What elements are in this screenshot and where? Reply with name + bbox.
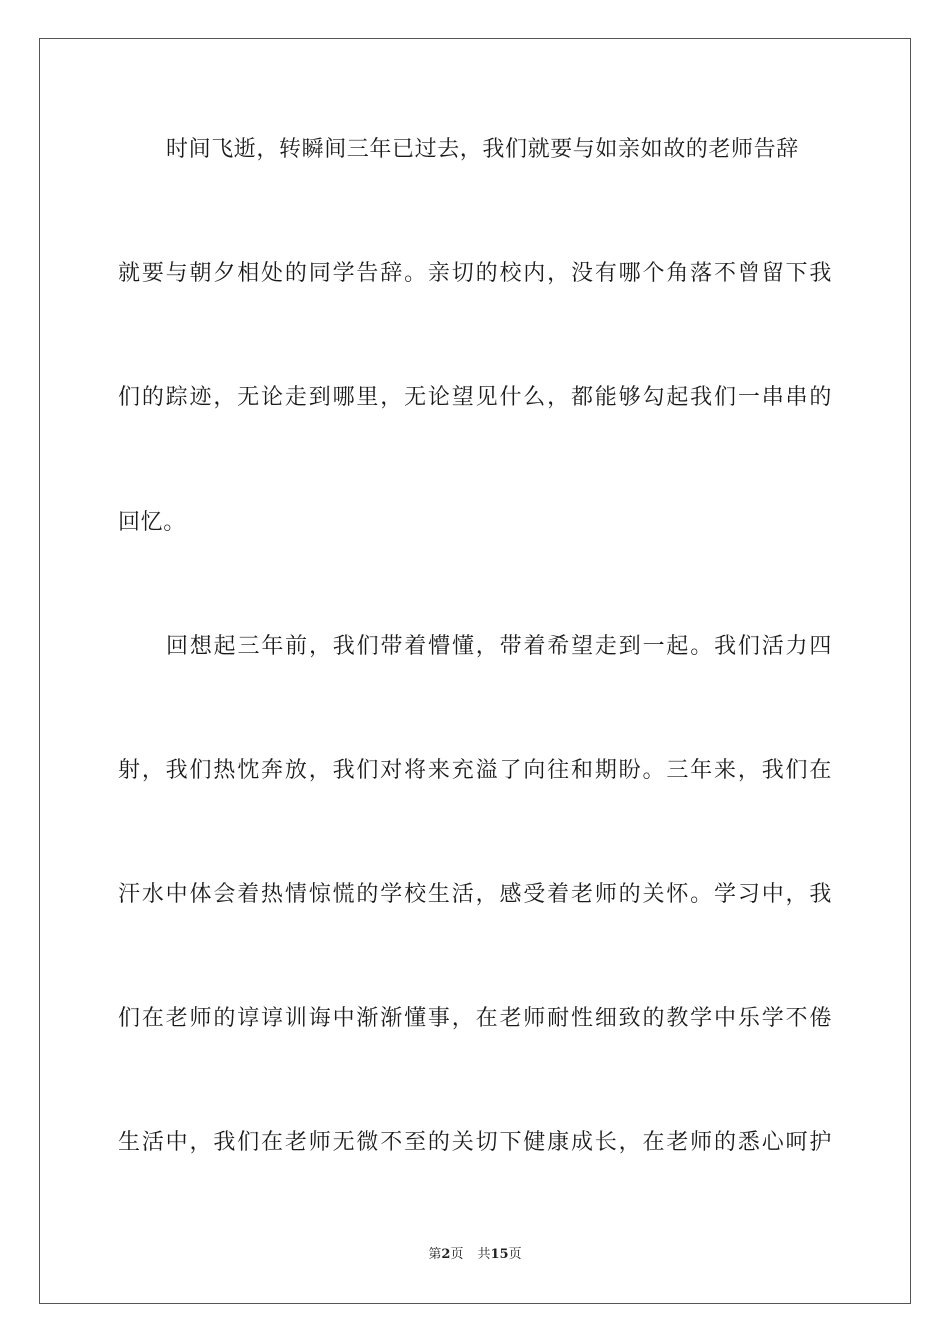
paragraph-2-line-4: 们在老师的谆谆训诲中渐渐懂事，在老师耐性细致的教学中乐学不倦 — [118, 1006, 832, 1031]
paragraph-1-line-3: 们的踪迹，无论走到哪里，无论望见什么，都能够勾起我们一串串的 — [118, 385, 832, 410]
paragraph-1-line-4: 回忆。 — [118, 510, 186, 535]
paragraph-2-line-5: 生活中，我们在老师无微不至的关切下健康成长，在老师的悉心呵护 — [118, 1130, 832, 1155]
paragraph-1-line-1: 时间飞逝，转瞬间三年已过去，我们就要与如亲如故的老师告辞 — [166, 137, 799, 162]
total-prefix: 共 — [477, 1247, 491, 1262]
paragraph-2-line-1: 回想起三年前，我们带着懵懂，带着希望走到一起。我们活力四 — [166, 634, 832, 659]
page-footer — [0, 1246, 950, 1264]
page-suffix: 页 — [450, 1247, 464, 1262]
page-border — [39, 38, 911, 1304]
page-prefix: 第 — [428, 1247, 442, 1262]
paragraph-2-line-2: 射，我们热忱奔放，我们对将来充溢了向往和期盼。三年来，我们在 — [118, 758, 832, 783]
total-pages-number: 15 — [490, 1247, 509, 1262]
current-page-number: 2 — [441, 1247, 451, 1262]
total-suffix: 页 — [508, 1247, 522, 1262]
paragraph-1-line-2: 就要与朝夕相处的同学告辞。亲切的校内，没有哪个角落不曾留下我 — [118, 261, 832, 286]
paragraph-2-line-3: 汗水中体会着热情惊慌的学校生活，感受着老师的关怀。学习中，我 — [118, 882, 832, 907]
